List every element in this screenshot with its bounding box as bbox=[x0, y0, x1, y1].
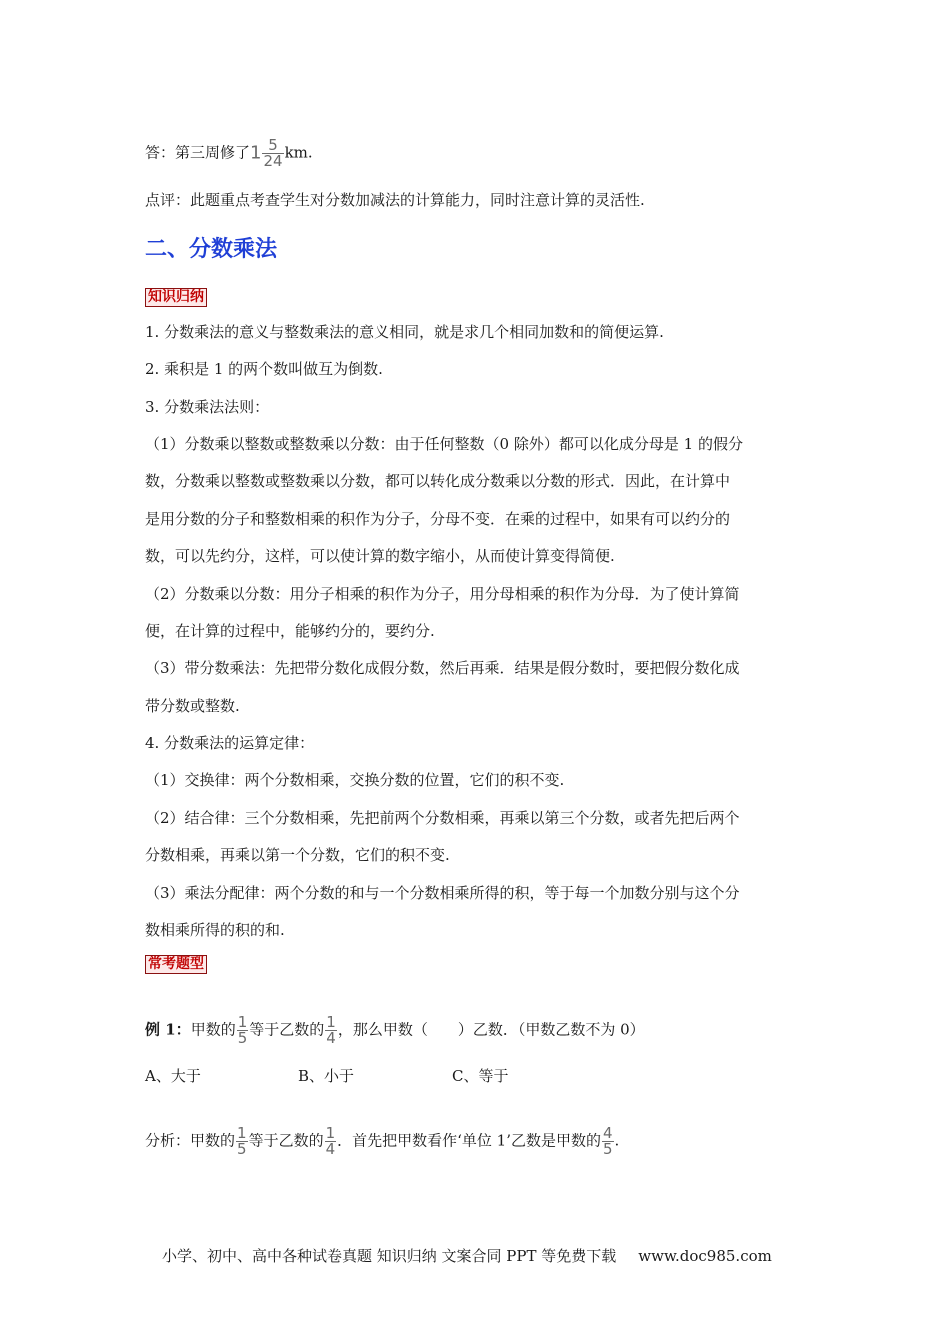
analysis-text: 分析：甲数的 bbox=[145, 1131, 236, 1150]
text-line: 4. 分数乘法的运算定律： bbox=[145, 734, 315, 752]
fraction: $\frac{1}{5}$ bbox=[237, 1013, 248, 1047]
section-heading: 二、分数乘法 bbox=[145, 237, 278, 262]
fraction: $\frac{5}{24}$ bbox=[263, 136, 283, 170]
option-a: A、大于 bbox=[145, 1067, 201, 1085]
fraction: $\frac{1}{4}$ bbox=[325, 1124, 336, 1158]
common-questions-tag: 常考题型 bbox=[145, 955, 207, 974]
text-line: （3）带分数乘法：先把带分数化成假分数，然后再乘．结果是假分数时，要把假分数化成 bbox=[145, 659, 740, 677]
answer-unit: km. bbox=[284, 143, 313, 162]
text-line: 2. 乘积是 1 的两个数叫做互为倒数. bbox=[145, 360, 383, 378]
text-line: 1. 分数乘法的意义与整数乘法的意义相同，就是求几个相同加数和的简便运算. bbox=[145, 323, 664, 341]
knowledge-tag: 知识归纳 bbox=[145, 288, 207, 307]
fraction: $\frac{1}{5}$ bbox=[237, 1124, 247, 1158]
fraction: $\frac{4}{5}$ bbox=[602, 1124, 613, 1158]
comment-line: 点评：此题重点考查学生对分数加减法的计算能力，同时注意计算的灵活性. bbox=[145, 191, 645, 209]
analysis-text: ．首先把甲数看作‘单位 1’乙数是甲数的 bbox=[337, 1131, 601, 1150]
text-line: （2）结合律：三个分数相乘，先把前两个分数相乘，再乘以第三个分数，或者先把后两个 bbox=[145, 809, 740, 827]
option-b: B、小于 bbox=[298, 1067, 355, 1085]
answer-line bbox=[145, 138, 313, 169]
fraction: $\frac{1}{4}$ bbox=[326, 1013, 336, 1047]
footer-text: 小学、初中、高中各种试卷真题 知识归纳 文案合同 PPT 等免费下载 bbox=[162, 1247, 617, 1265]
example-colon: ： bbox=[175, 1020, 191, 1039]
text-line: （2）分数乘以分数：用分子相乘的积作为分子，用分母相乘的积作为分母．为了使计算简 bbox=[145, 585, 740, 603]
text-line: 数，分数乘以整数或整数乘以分数，都可以转化成分数乘以分数的形式．因此，在计算中 bbox=[145, 472, 731, 490]
footer-url[interactable]: www.doc985.com bbox=[638, 1247, 772, 1265]
example-text: 甲数的 bbox=[190, 1020, 236, 1039]
text-line: 3. 分数乘法法则： bbox=[145, 398, 270, 416]
text-line: （1）分数乘以整数或整数乘以分数：由于任何整数（0 除外）都可以化成分母是 1 的假分 bbox=[145, 435, 743, 453]
analysis-text: 等于乙数的 bbox=[248, 1131, 324, 1150]
text-line: 数，可以先约分，这样，可以使计算的数字缩小，从而使计算变得简便. bbox=[145, 547, 615, 565]
text-line: 便，在计算的过程中，能够约分的，要约分. bbox=[145, 622, 435, 640]
text-line: 分数相乘，再乘以第一个分数，它们的积不变. bbox=[145, 846, 450, 864]
example-label: 例 1 bbox=[145, 1020, 176, 1039]
mixed-number-whole: 1 bbox=[250, 142, 262, 164]
answer-prefix: 答：第三周修了 bbox=[145, 143, 251, 162]
text-line: 数相乘所得的积的和. bbox=[145, 921, 285, 939]
text-line: 是用分数的分子和整数相乘的积作为分子，分母不变．在乘的过程中，如果有可以约分的 bbox=[145, 510, 731, 528]
example-line bbox=[145, 1015, 645, 1046]
page-footer bbox=[162, 1246, 772, 1266]
text-line: （3）乘法分配律：两个分数的和与一个分数相乘所得的积，等于每一个加数分别与这个分 bbox=[145, 884, 740, 902]
option-c: C、等于 bbox=[452, 1067, 509, 1085]
analysis-text: . bbox=[614, 1131, 620, 1150]
analysis-line bbox=[145, 1126, 619, 1157]
text-line: 带分数或整数. bbox=[145, 697, 240, 715]
example-text: ，那么甲数（ ）乙数．（甲数乙数不为 0） bbox=[337, 1020, 645, 1039]
example-text: 等于乙数的 bbox=[249, 1020, 325, 1039]
text-line: （1）交换律：两个分数相乘，交换分数的位置，它们的积不变. bbox=[145, 771, 565, 789]
